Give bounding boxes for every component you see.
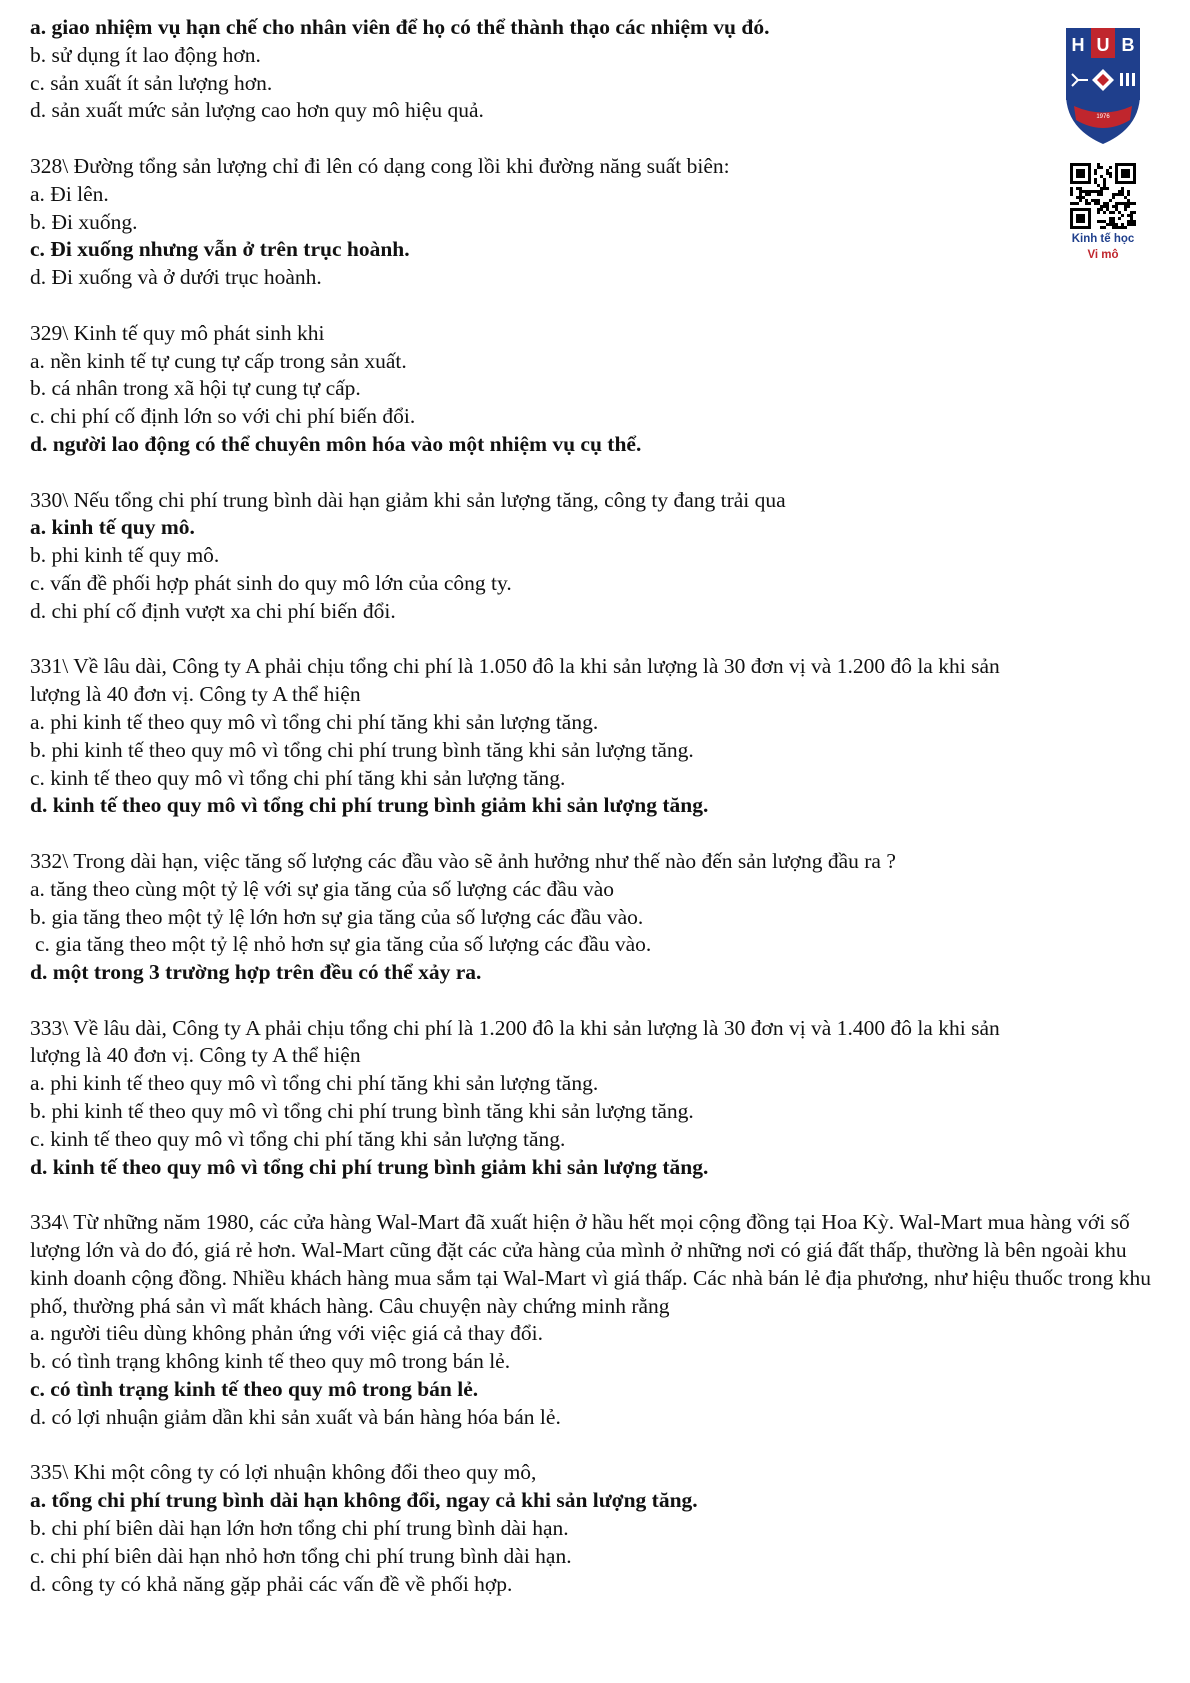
svg-text:B: B xyxy=(1121,35,1135,55)
answer-option: a. phi kinh tế theo quy mô vì tổng chi phí tăng khi sản lượng tăng. xyxy=(30,709,599,734)
answer-option: c. sản xuất ít sản lượng hơn. xyxy=(30,70,273,95)
answer-option: b. sử dụng ít lao động hơn. xyxy=(30,42,261,67)
answer-option: b. Đi xuống. xyxy=(30,209,138,234)
question-block xyxy=(30,1459,1170,1598)
answer-option: b. phi kinh tế theo quy mô vì tổng chi phí trung bình tăng khi sản lượng tăng. xyxy=(30,737,694,762)
answer-option-correct: a. giao nhiệm vụ hạn chế cho nhân viên để họ có thể thành thạo các nhiệm vụ đó. xyxy=(30,15,770,39)
answer-option: a. nền kinh tế tự cung tự cấp trong sản xuất. xyxy=(30,348,407,373)
course-badge xyxy=(1062,24,1144,263)
question-block xyxy=(30,653,1170,820)
answer-option: d. Đi xuống và ở dưới trục hoành. xyxy=(30,265,322,290)
answer-option-correct: d. kinh tế theo quy mô vì tổng chi phí trung bình giảm khi sản lượng tăng. xyxy=(30,793,709,818)
answer-option: a. người tiêu dùng không phản ứng với việc giá cả thay đổi. xyxy=(30,1321,543,1346)
answer-option: d. chi phí cố định vượt xa chi phí biến đổi. xyxy=(30,598,396,623)
answer-option: c. kinh tế theo quy mô vì tổng chi phí tăng khi sản lượng tăng. xyxy=(30,1126,566,1151)
svg-text:H: H xyxy=(1071,35,1085,55)
answer-option: c. kinh tế theo quy mô vì tổng chi phí tăng khi sản lượng tăng. xyxy=(30,765,566,790)
question-text: 333\ Về lâu dài, Công ty A phải chịu tổng chi phí là 1.200 đô la khi sản lượng là 30 đơn vị và 1.400 đô la khi sản lượng là 40 đơn vị. Công ty A thể hiện xyxy=(30,1015,1000,1068)
answer-option-correct: a. kinh tế quy mô. xyxy=(30,515,195,540)
document-body xyxy=(30,14,1170,1626)
answer-option: b. gia tăng theo một tỷ lệ lớn hơn sự gia tăng của số lượng các đầu vào. xyxy=(30,904,644,929)
course-caption xyxy=(1062,231,1144,263)
answer-option-correct: a. tổng chi phí trung bình dài hạn không đổi, ngay cả khi sản lượng tăng. xyxy=(30,1488,698,1513)
hub-logo xyxy=(1062,24,1144,146)
question-text: 334\ Từ những năm 1980, các cửa hàng Wal-Mart đã xuất hiện ở hầu hết mọi cộng đồng tại Hoa Kỳ. Wal-Mart mua hàng với số lượng lớn và do đó, giá rẻ hơn. Wal-Mart cũng đặt các cửa hàng của mình ở những nơi có giá đất thấp, thường là bên ngoài khu kinh doanh cộng đồng. Nhiều khách hàng mua sắm tại Wal-Mart vì giá thấp. Các nhà bán lẻ địa phương, như hiệu thuốc trong khu phố, thường phá sản vì mất khách hàng. Câu chuyện này chứng minh rằng xyxy=(30,1210,1152,1318)
question-text: 335\ Khi một công ty có lợi nhuận không đổi theo quy mô, xyxy=(30,1460,537,1485)
answer-option: b. có tình trạng không kinh tế theo quy mô trong bán lẻ. xyxy=(30,1349,511,1374)
question-text: 329\ Kinh tế quy mô phát sinh khi xyxy=(30,320,325,345)
answer-option-correct: c. Đi xuống nhưng vẫn ở trên trục hoành. xyxy=(30,237,410,262)
answer-option-correct: d. kinh tế theo quy mô vì tổng chi phí trung bình giảm khi sản lượng tăng. xyxy=(30,1154,709,1179)
answer-option: d. sản xuất mức sản lượng cao hơn quy mô hiệu quả. xyxy=(30,98,484,123)
answer-option: d. có lợi nhuận giảm dần khi sản xuất và bán hàng hóa bán lẻ. xyxy=(30,1404,561,1429)
svg-text:U: U xyxy=(1096,35,1110,55)
answer-option: c. gia tăng theo một tỷ lệ nhỏ hơn sự gia tăng của số lượng các đầu vào. xyxy=(35,932,652,957)
question-block xyxy=(30,848,1170,987)
question-327-tail xyxy=(30,14,1170,125)
question-block xyxy=(30,1015,1170,1182)
question-text: 332\ Trong dài hạn, việc tăng số lượng các đầu vào sẽ ảnh hưởng như thế nào đến sản lượng đầu ra ? xyxy=(30,848,896,873)
course-caption-line-1: Kinh tế học xyxy=(1071,233,1135,245)
answer-option-correct: d. người lao động có thể chuyên môn hóa vào một nhiệm vụ cụ thể. xyxy=(30,431,642,456)
answer-option-correct: c. có tình trạng kinh tế theo quy mô trong bán lẻ. xyxy=(30,1377,479,1402)
question-text: 328\ Đường tổng sản lượng chỉ đi lên có dạng cong lồi khi đường năng suất biên: xyxy=(30,153,730,178)
answer-option: b. phi kinh tế theo quy mô vì tổng chi phí trung bình tăng khi sản lượng tăng. xyxy=(30,1099,694,1124)
answer-option: b. cá nhân trong xã hội tự cung tự cấp. xyxy=(30,376,361,401)
answer-option: a. Đi lên. xyxy=(30,181,109,206)
question-block xyxy=(30,487,1170,626)
answer-option: a. phi kinh tế theo quy mô vì tổng chi phí tăng khi sản lượng tăng. xyxy=(30,1071,599,1096)
question-block xyxy=(30,153,1170,292)
answer-option: a. tăng theo cùng một tỷ lệ với sự gia tăng của số lượng các đầu vào xyxy=(30,876,614,901)
question-text: 331\ Về lâu dài, Công ty A phải chịu tổng chi phí là 1.050 đô la khi sản lượng là 30 đơn vị và 1.200 đô la khi sản lượng là 40 đơn vị. Công ty A thể hiện xyxy=(30,654,1000,707)
question-text: 330\ Nếu tổng chi phí trung bình dài hạn giảm khi sản lượng tăng, công ty đang trải qua xyxy=(30,487,786,512)
answer-option: b. phi kinh tế quy mô. xyxy=(30,543,220,568)
svg-text:1976: 1976 xyxy=(1096,114,1110,120)
course-caption-line-2: Vi mô xyxy=(1087,249,1119,261)
answer-option: b. chi phí biên dài hạn lớn hơn tổng chi phí trung bình dài hạn. xyxy=(30,1516,569,1541)
qr-code xyxy=(1070,163,1136,229)
question-block xyxy=(30,320,1170,459)
answer-option: c. vấn đề phối hợp phát sinh do quy mô lớn của công ty. xyxy=(30,570,512,595)
answer-option: d. công ty có khả năng gặp phải các vấn đề về phối hợp. xyxy=(30,1571,513,1596)
question-block xyxy=(30,1209,1170,1431)
answer-option: c. chi phí cố định lớn so với chi phí biến đổi. xyxy=(30,404,416,429)
answer-option-correct: d. một trong 3 trường hợp trên đều có thể xảy ra. xyxy=(30,960,482,985)
answer-option: c. chi phí biên dài hạn nhỏ hơn tổng chi phí trung bình dài hạn. xyxy=(30,1543,572,1568)
